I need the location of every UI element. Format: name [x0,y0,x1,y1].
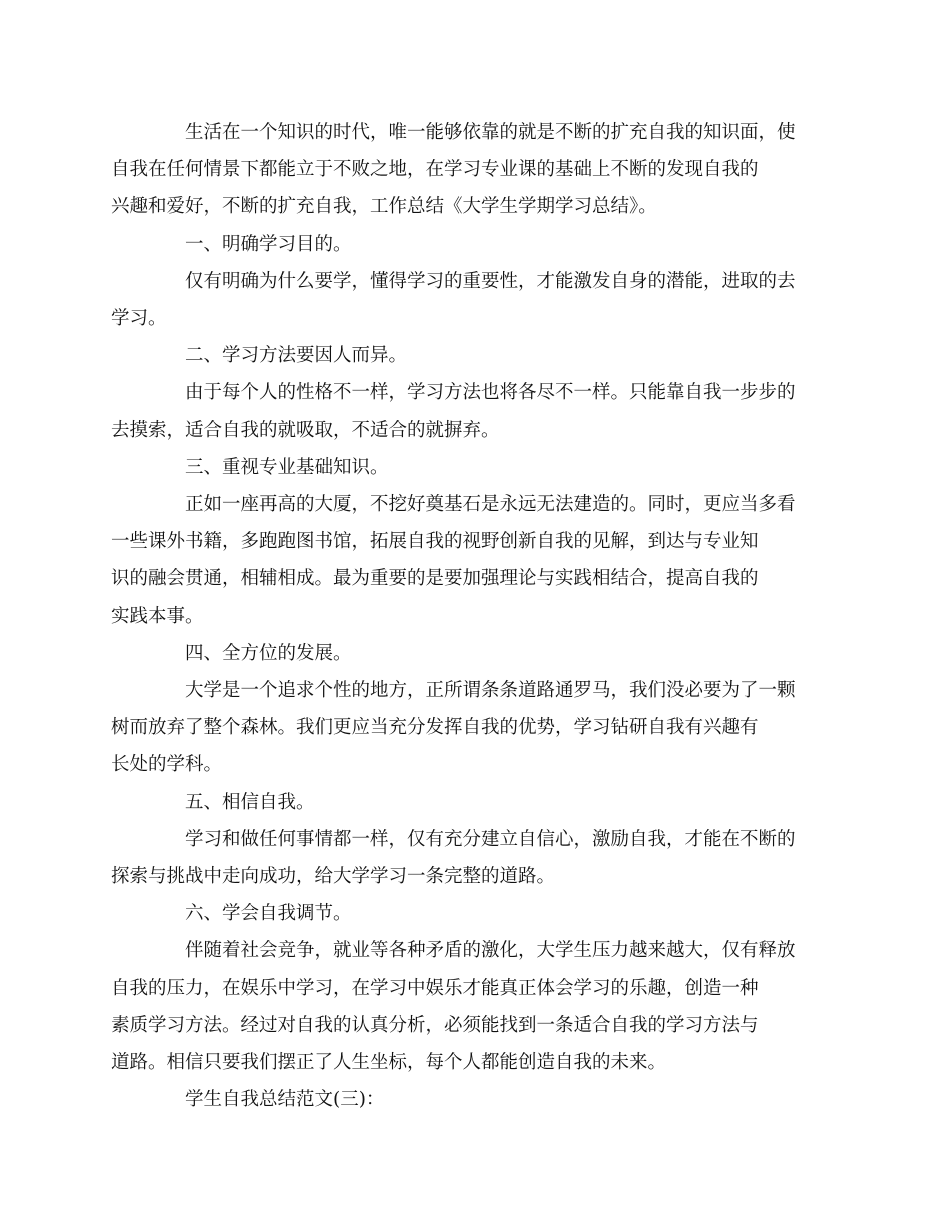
paragraph [111,374,800,448]
paragraph [148,226,800,263]
text-line: 三、重视专业基础知识。 [185,456,389,478]
text-line: 树而放弃了整个森林。我们更应当充分发挥自我的优势，学习钻研自我有兴趣有 [111,717,759,739]
text-line: 一、明确学习目的。 [185,233,352,255]
text-line: 素质学习方法。经过对自我的认真分析，必须能找到一条适合自我的学习方法与 [111,1014,759,1036]
text-line: 生活在一个知识的时代，唯一能够依靠的就是不断的扩充自我的知识面，使 [185,122,796,143]
text-line: 道路。相信只要我们摆正了人生坐标，每个人都能创造自我的未来。 [111,1052,667,1074]
text-line: 仅有明确为什么要学，懂得学习的重要性，才能激发自身的潜能，进取的去 [185,270,796,292]
paragraph [148,635,800,672]
text-line: 去摸索，适合自我的就吸取，不适合的就摒弃。 [111,419,500,441]
text-line: 识的融会贯通，相辅相成。最为重要的是要加强理论与实践相结合，提高自我的 [111,568,759,590]
text-line: 大学是一个追求个性的地方，正所谓条条道路通罗马，我们没必要为了一颗 [185,680,796,702]
text-line: 学生自我总结范文(三)： [185,1089,385,1111]
text-line: 五、相信自我。 [185,791,315,813]
text-line: 四、全方位的发展。 [185,642,352,664]
paragraph [148,784,800,821]
text-line: 学习。 [111,308,167,330]
paragraph [148,337,800,374]
paragraph [111,672,800,784]
text-line: 探索与挑战中走向成功，给大学学习一条完整的道路。 [111,866,556,888]
paragraph [148,449,800,486]
text-line: 实践本事。 [111,605,204,627]
text-line: 由于每个人的性格不一样，学习方法也将各尽不一样。只能靠自我一步步的 [185,382,796,404]
text-line: 兴趣和爱好，不断的扩充自我，工作总结《大学生学期学习总结》。 [111,196,657,218]
text-line: 自我的压力，在娱乐中学习，在学习中娱乐才能真正体会学习的乐趣，创造一种 [111,977,759,999]
paragraph [111,263,800,337]
text-line: 自我在任何情景下都能立于不败之地，在学习专业课的基础上不断的发现自我的 [111,159,759,181]
paragraph [148,1081,800,1118]
document-body [111,114,800,1118]
paragraph [148,895,800,932]
text-line: 二、学习方法要因人而异。 [185,345,408,367]
text-line: 正如一座再高的大厦，不挖好奠基石是永远无法建造的。同时，更应当多看 [185,494,796,516]
paragraph [111,114,800,226]
text-line: 六、学会自我调节。 [185,903,352,925]
text-line: 长处的学科。 [111,754,223,776]
paragraph [111,932,800,1081]
text-line: 学习和做任何事情都一样，仅有充分建立自信心，激励自我，才能在不断的 [185,828,796,850]
text-line: 一些课外书籍，多跑跑图书馆，拓展自我的视野创新自我的见解，到达与专业知 [111,531,759,553]
paragraph [111,821,800,895]
paragraph [111,486,800,635]
text-line: 伴随着社会竞争，就业等各种矛盾的激化，大学生压力越来越大，仅有释放 [185,940,796,962]
